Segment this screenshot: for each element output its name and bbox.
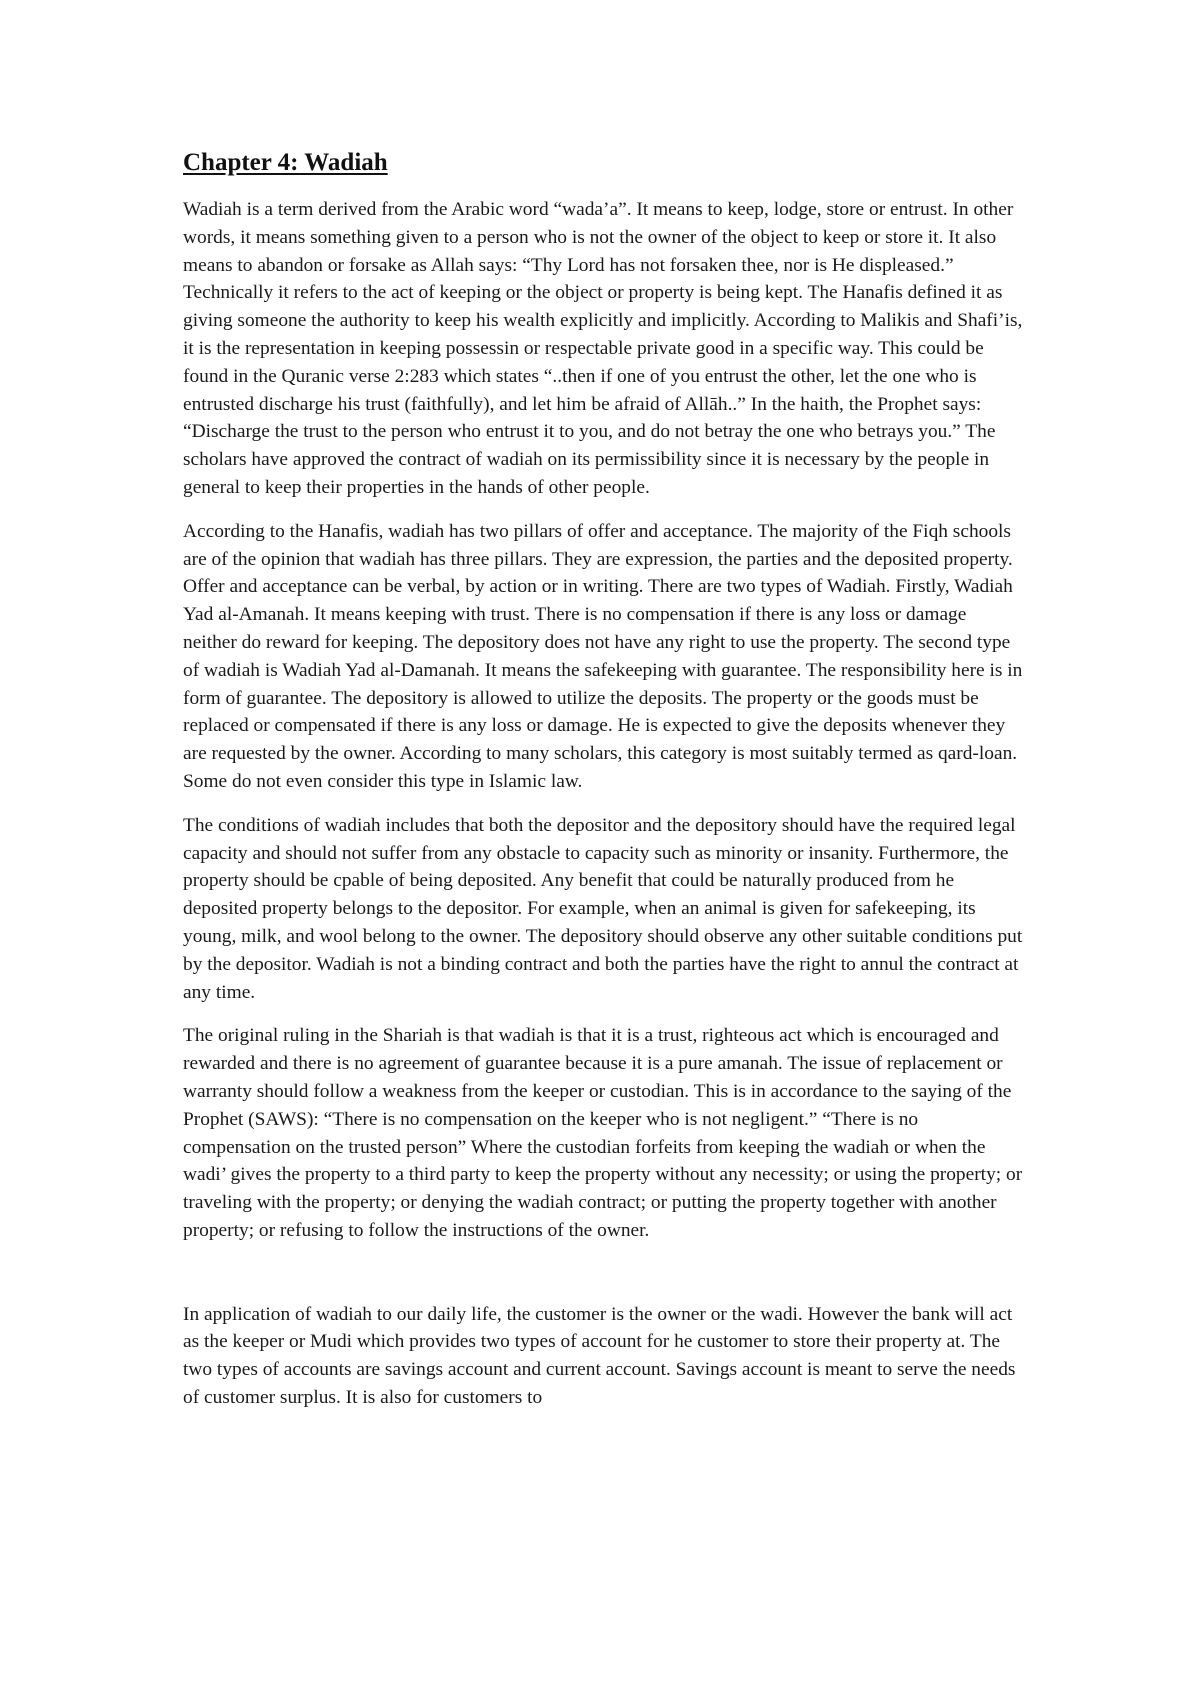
paragraph-pillars-and-types: According to the Hanafis, wadiah has two pillars of offer and acceptance. The majority of the Fiqh schools are of the opinion that wadiah has three pillars. They are expression, the parties and the deposited property. Offer and acceptance can be verbal, by action or in writing. There are two types of Wadiah. Firstly, Wadiah Yad al-Amanah. It means keeping with trust. There is no compensation if there is any loss or damage neither do reward for keeping. The depository does not have any right to use the property. The second type of wadiah is Wadiah Yad al-Damanah. It means the safekeeping with guarantee. The responsibility here is in form of guarantee. The depository is allowed to utilize the deposits. The property or the goods must be replaced or compensated if there is any loss or damage. He is expected to give the deposits whenever they are requested by the owner. According to many scholars, this category is most suitably termed as qard-loan. Some do not even consider this type in Islamic law.	[183, 520, 1023, 792]
paragraph-application: In application of wadiah to our daily life, the customer is the owner or the wadi. However the bank will act as the keeper or Mudi which provides two types of account for he customer to store their property at. The two types of accounts are savings account and current account. Savings account is meant to serve the needs of customer surplus. It is also for customers to	[183, 1303, 1016, 1409]
document-page	[183, 148, 1023, 1428]
chapter-title: Chapter 4: Wadiah	[183, 149, 388, 176]
paragraph-definition: Wadiah is a term derived from the Arabic word “wada’a”. It means to keep, lodge, store or entrust. In other words, it means something given to a person who is not the owner of the object to keep or store it. It also means to abandon or forsake as Allah says: “Thy Lord has not forsaken thee, nor is He displeased.” Technically it refers to the act of keeping or the object or property is being kept. The Hanafis defined it as giving someone the authority to keep his wealth explicitly and implicitly. According to Malikis and Shafi’is, it is the representation in keeping possessin or respectable private good in a specific way. This could be found in the Quranic verse 2:283 which states “..then if one of you entrust the other, let the one who is entrusted discharge his trust (faithfully), and let him be afraid of Allāh..” In the haith, the Prophet says: “Discharge the trust to the person who entrust it to you, and do not betray the one who betrays you.” The scholars have approved the contract of wadiah on its permissibility since it is necessary by the people in general to keep their properties in the hands of other people.	[183, 199, 1023, 498]
paragraph-original-ruling: The original ruling in the Shariah is that wadiah is that it is a trust, righteous act which is encouraged and rewarded and there is no agreement of guarantee because it is a pure amanah. The issue of replacement or warranty should follow a weakness from the keeper or custodian. This is in accordance to the saying of the Prophet (SAWS): “There is no compensation on the keeper who is not negligent.” “There is no compensation on the trusted person” Where the custodian forfeits from keeping the wadiah or when the wadi’ gives the property to a third party to keep the property without any necessity; or using the property; or traveling with the property; or denying the wadiah contract; or putting the property together with another property; or refusing to follow the instructions of the owner.	[183, 1025, 1023, 1241]
paragraph-conditions: The conditions of wadiah includes that both the depositor and the depository should have the required legal capacity and should not suffer from any obstacle to capacity such as minority or insanity. Furthermore, the property should be cpable of being deposited. Any benefit that could be naturally produced from he deposited property belongs to the depositor. For example, when an animal is given for safekeeping, its young, milk, and wool belong to the owner. The depository should observe any other suitable conditions put by the depositor. Wadiah is not a binding contract and both the parties have the right to annul the contract at any time.	[183, 814, 1023, 1003]
